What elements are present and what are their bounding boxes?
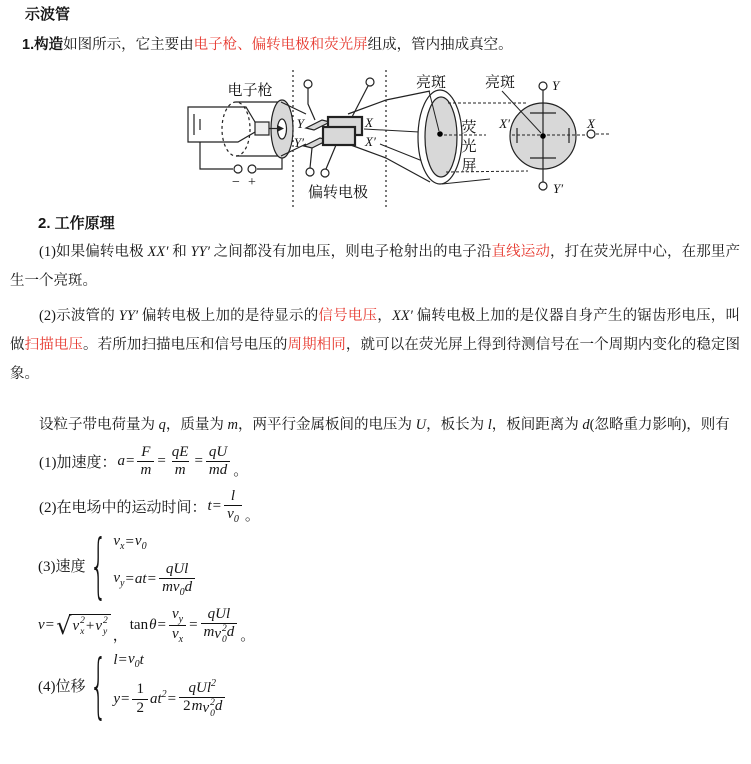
y-prime-lead — [310, 148, 312, 168]
formula-token — [206, 444, 230, 480]
front-y-prime-terminal — [539, 182, 547, 190]
formula-token: qUl — [165, 560, 189, 577]
formula-case-row — [113, 651, 143, 670]
front-y-label: Y — [552, 78, 560, 93]
text-segment: ，质量为 — [165, 417, 228, 433]
formula-token: md — [208, 462, 228, 479]
x-prime-terminal — [321, 169, 329, 177]
formula-acceleration — [38, 444, 740, 480]
left-brace: { — [89, 643, 108, 727]
plus-label: + — [248, 175, 256, 190]
formula-token: a — [149, 690, 158, 707]
formula-token: l — [113, 652, 118, 669]
terminal-circle — [248, 165, 256, 173]
formula-token: t — [207, 497, 212, 514]
formula-token: = — [157, 453, 166, 470]
text-segment: 周期相同 — [287, 337, 346, 353]
electron-gun-group — [188, 81, 293, 190]
y-lead — [308, 88, 315, 120]
formula-token: 。 — [240, 628, 256, 645]
section-heading-principle: 2. 工作原理 — [38, 215, 115, 232]
text-segment: 偏转电极上加的是待显示的 — [138, 308, 319, 324]
formula-token: = — [147, 570, 157, 587]
formula-token: v 2 0 — [202, 698, 215, 719]
formula-token — [201, 606, 238, 645]
formula-token: = — [121, 690, 130, 707]
cone-top — [386, 91, 430, 100]
formula-token: m — [140, 462, 152, 479]
deflection-group — [281, 70, 386, 210]
formula-case-row — [113, 533, 146, 552]
formula-token: m — [203, 624, 215, 641]
formula-token: = — [157, 617, 166, 634]
formula-displacement-label: (4)位移 — [38, 678, 86, 695]
formula-token: $v_0$ — [227, 505, 239, 525]
electron-gun-label: 电子枪 — [227, 82, 273, 99]
text-segment: 之间都没有加电压，则电子枪射出的电子沿 — [209, 244, 492, 260]
text-segment: 1. — [22, 37, 35, 53]
text-segment: 组成，管内抽成真空。 — [367, 37, 513, 53]
formula-token: qU — [188, 680, 207, 697]
formula-token — [137, 444, 154, 480]
formula-token: $v_y$ — [171, 606, 184, 626]
formula-case-row — [113, 561, 197, 598]
formula-token — [179, 679, 225, 719]
formula-token: θ — [149, 617, 157, 634]
formula-token: √ v 2 x + v 2 y — [56, 614, 111, 638]
text-segment: 扫描电压 — [24, 337, 84, 353]
formula-token — [169, 444, 192, 480]
text-segment: ， — [377, 308, 392, 324]
paragraph-particle-setup — [10, 411, 740, 440]
crt-diagram-svg — [178, 62, 628, 212]
screen-face — [425, 97, 457, 177]
formula-token: qUl — [207, 606, 231, 622]
formula-token: 1 — [136, 681, 144, 698]
text-segment: (忽略重力影响)，则有 — [589, 417, 730, 433]
screen-label-char1: 荧 — [461, 119, 477, 136]
formula-token: t — [139, 652, 144, 669]
formula-token: qU — [208, 444, 228, 460]
text-segment: 构造 — [34, 37, 64, 53]
screen-label-char3: 屏 — [461, 157, 477, 174]
text-segment: YY′ — [190, 244, 210, 260]
formula-token: tan — [129, 617, 149, 634]
text-segment: 。若所加扫描电压和信号电压的 — [83, 337, 288, 353]
x-lead — [352, 86, 368, 117]
formula-token: $t^2$ — [157, 689, 167, 708]
text-segment: d — [582, 417, 590, 433]
text-segment: l — [487, 417, 492, 433]
formula-token: 。 — [244, 507, 260, 524]
front-y-terminal — [539, 82, 547, 90]
formula-token: 2 — [136, 699, 144, 716]
circuit-wire-left — [200, 142, 233, 169]
formula-token: = — [194, 453, 203, 470]
minus-label: − — [232, 175, 240, 190]
y-prime-terminal — [306, 168, 314, 176]
formula-token — [159, 561, 195, 598]
text-segment: 电子枪、偏转电极和荧光屏 — [193, 37, 368, 53]
formula-token: $v_0$ — [172, 579, 185, 598]
text-segment: XX′ — [391, 308, 413, 324]
text-segment: 直线运动 — [491, 244, 550, 260]
formula-token: = — [125, 533, 134, 550]
formula-token: v — [38, 617, 45, 634]
circuit-wire-right — [257, 158, 282, 169]
text-segment: 和 — [168, 244, 191, 260]
formula-token: = — [189, 617, 198, 634]
screen-group — [364, 74, 490, 184]
front-x-label: X — [587, 116, 595, 131]
terminal-circle — [234, 165, 242, 173]
formula-token: (2)在电场中的运动时间： — [39, 499, 207, 516]
deflection-label: 偏转电极 — [307, 184, 369, 201]
formula-token: $v_0$ — [134, 532, 147, 552]
text-segment: ，板间距离为 — [491, 417, 583, 433]
formula-displacement-rows — [113, 651, 227, 719]
formula-token: m — [162, 579, 173, 595]
formula-token: = — [167, 690, 177, 707]
x-prime-plate-label: X′ — [365, 134, 376, 149]
formula-token: = — [212, 497, 222, 514]
formula-token: (1)加速度： — [39, 455, 117, 472]
formula-token: a — [117, 453, 125, 470]
text-segment: 偏转电极上加的是仪器自身产生的锯齿形电压，叫做 — [10, 308, 741, 353]
crt-diagram — [10, 62, 740, 202]
formula-token: d — [226, 624, 235, 641]
bright-spot-dot — [437, 131, 443, 137]
formula-token: 2 — [183, 698, 191, 715]
text-segment: ，打在荧光屏中心，在那里产生一个亮斑。 — [10, 244, 740, 289]
text-segment: 信号电压 — [318, 308, 378, 324]
formula-token: v 2 0 — [214, 624, 227, 645]
formula-token: d — [184, 579, 193, 595]
formula-token: at — [134, 570, 147, 587]
formula-token: $v_y$ — [113, 569, 125, 589]
formula-case-row — [113, 679, 227, 719]
y-prime-plate-label: Y′ — [293, 135, 304, 150]
formula-token: m — [174, 462, 186, 479]
formula-token: $v_0$ — [127, 651, 140, 671]
paragraph-signal-voltage — [10, 302, 740, 389]
cylinder-end-ellipse — [222, 102, 250, 156]
formula-token: $v_x$ — [113, 532, 125, 552]
x-prime-lead — [326, 145, 336, 169]
formula-resultant-velocity — [38, 606, 740, 645]
formula-token — [132, 681, 148, 717]
formula-velocity-cases — [38, 524, 740, 607]
neck-top-right — [348, 100, 386, 114]
text-segment: ，板长为 — [426, 417, 488, 433]
x-plate-front — [323, 127, 355, 145]
formula-token: v 2 y — [95, 616, 108, 637]
formula-token: = — [118, 652, 127, 669]
front-bright-spot-dot — [540, 133, 546, 139]
formula-time — [38, 488, 740, 525]
front-y-prime-label: Y′ — [553, 181, 564, 196]
formula-token: qE — [171, 444, 189, 460]
y-terminal — [304, 80, 312, 88]
formula-token: y — [113, 690, 120, 707]
cathode — [255, 122, 269, 135]
front-x-terminal — [587, 130, 595, 138]
formula-displacement-cases — [38, 643, 740, 727]
paragraph-no-voltage — [10, 238, 740, 296]
formula-token: F — [141, 444, 151, 460]
paragraph-structure — [22, 31, 740, 60]
formula-token: + — [85, 618, 95, 635]
formula-velocity-rows — [113, 533, 197, 598]
text-segment: (2)示波管的 — [39, 308, 119, 324]
formula-token: d — [214, 698, 223, 715]
bright-spot-label-1: 亮斑 — [415, 74, 447, 91]
x-terminal — [366, 78, 374, 86]
bright-spot-label-2: 亮斑 — [484, 74, 516, 91]
text-segment: q — [158, 417, 166, 433]
text-segment: (1)如果偏转电极 — [39, 244, 148, 260]
screen-label-char2: 光 — [461, 138, 477, 155]
formula-token: ， — [112, 628, 128, 645]
heater-wire-bottom — [213, 132, 255, 142]
text-segment: XX′ — [147, 244, 169, 260]
text-segment: U — [415, 417, 427, 433]
text-segment: ，就可以在荧光屏上得到待测信号在一个周期内变化的稳定图象。 — [10, 337, 741, 382]
formula-token — [169, 606, 186, 645]
x-plate-label: X — [365, 115, 373, 130]
text-segment: m — [227, 417, 238, 433]
formula-token: = — [125, 570, 134, 587]
formula-token: = — [45, 617, 55, 634]
text-segment: YY′ — [118, 308, 139, 324]
y-plate-label: Y — [296, 116, 304, 131]
formula-token — [224, 488, 242, 525]
text-segment: 设粒子带电荷量为 — [39, 417, 159, 433]
left-brace: { — [89, 524, 108, 607]
formula-velocity-label: (3)速度 — [38, 558, 86, 575]
connector-dash-bottom — [446, 171, 528, 172]
formula-token: $l^2$ — [206, 678, 216, 697]
text-segment: ，两平行金属板间的电压为 — [237, 417, 416, 433]
formula-token: = — [126, 453, 135, 470]
front-x-prime-label: X′ — [499, 116, 510, 131]
page-title: 示波管 — [25, 6, 71, 23]
text-segment: 如图所示，它主要由 — [63, 37, 194, 53]
formula-token: $v_x$ — [171, 626, 184, 646]
formula-token: l — [230, 487, 236, 504]
formula-token: m — [191, 698, 203, 715]
formula-token: v 2 x — [72, 616, 85, 637]
formula-token: 。 — [233, 462, 249, 479]
